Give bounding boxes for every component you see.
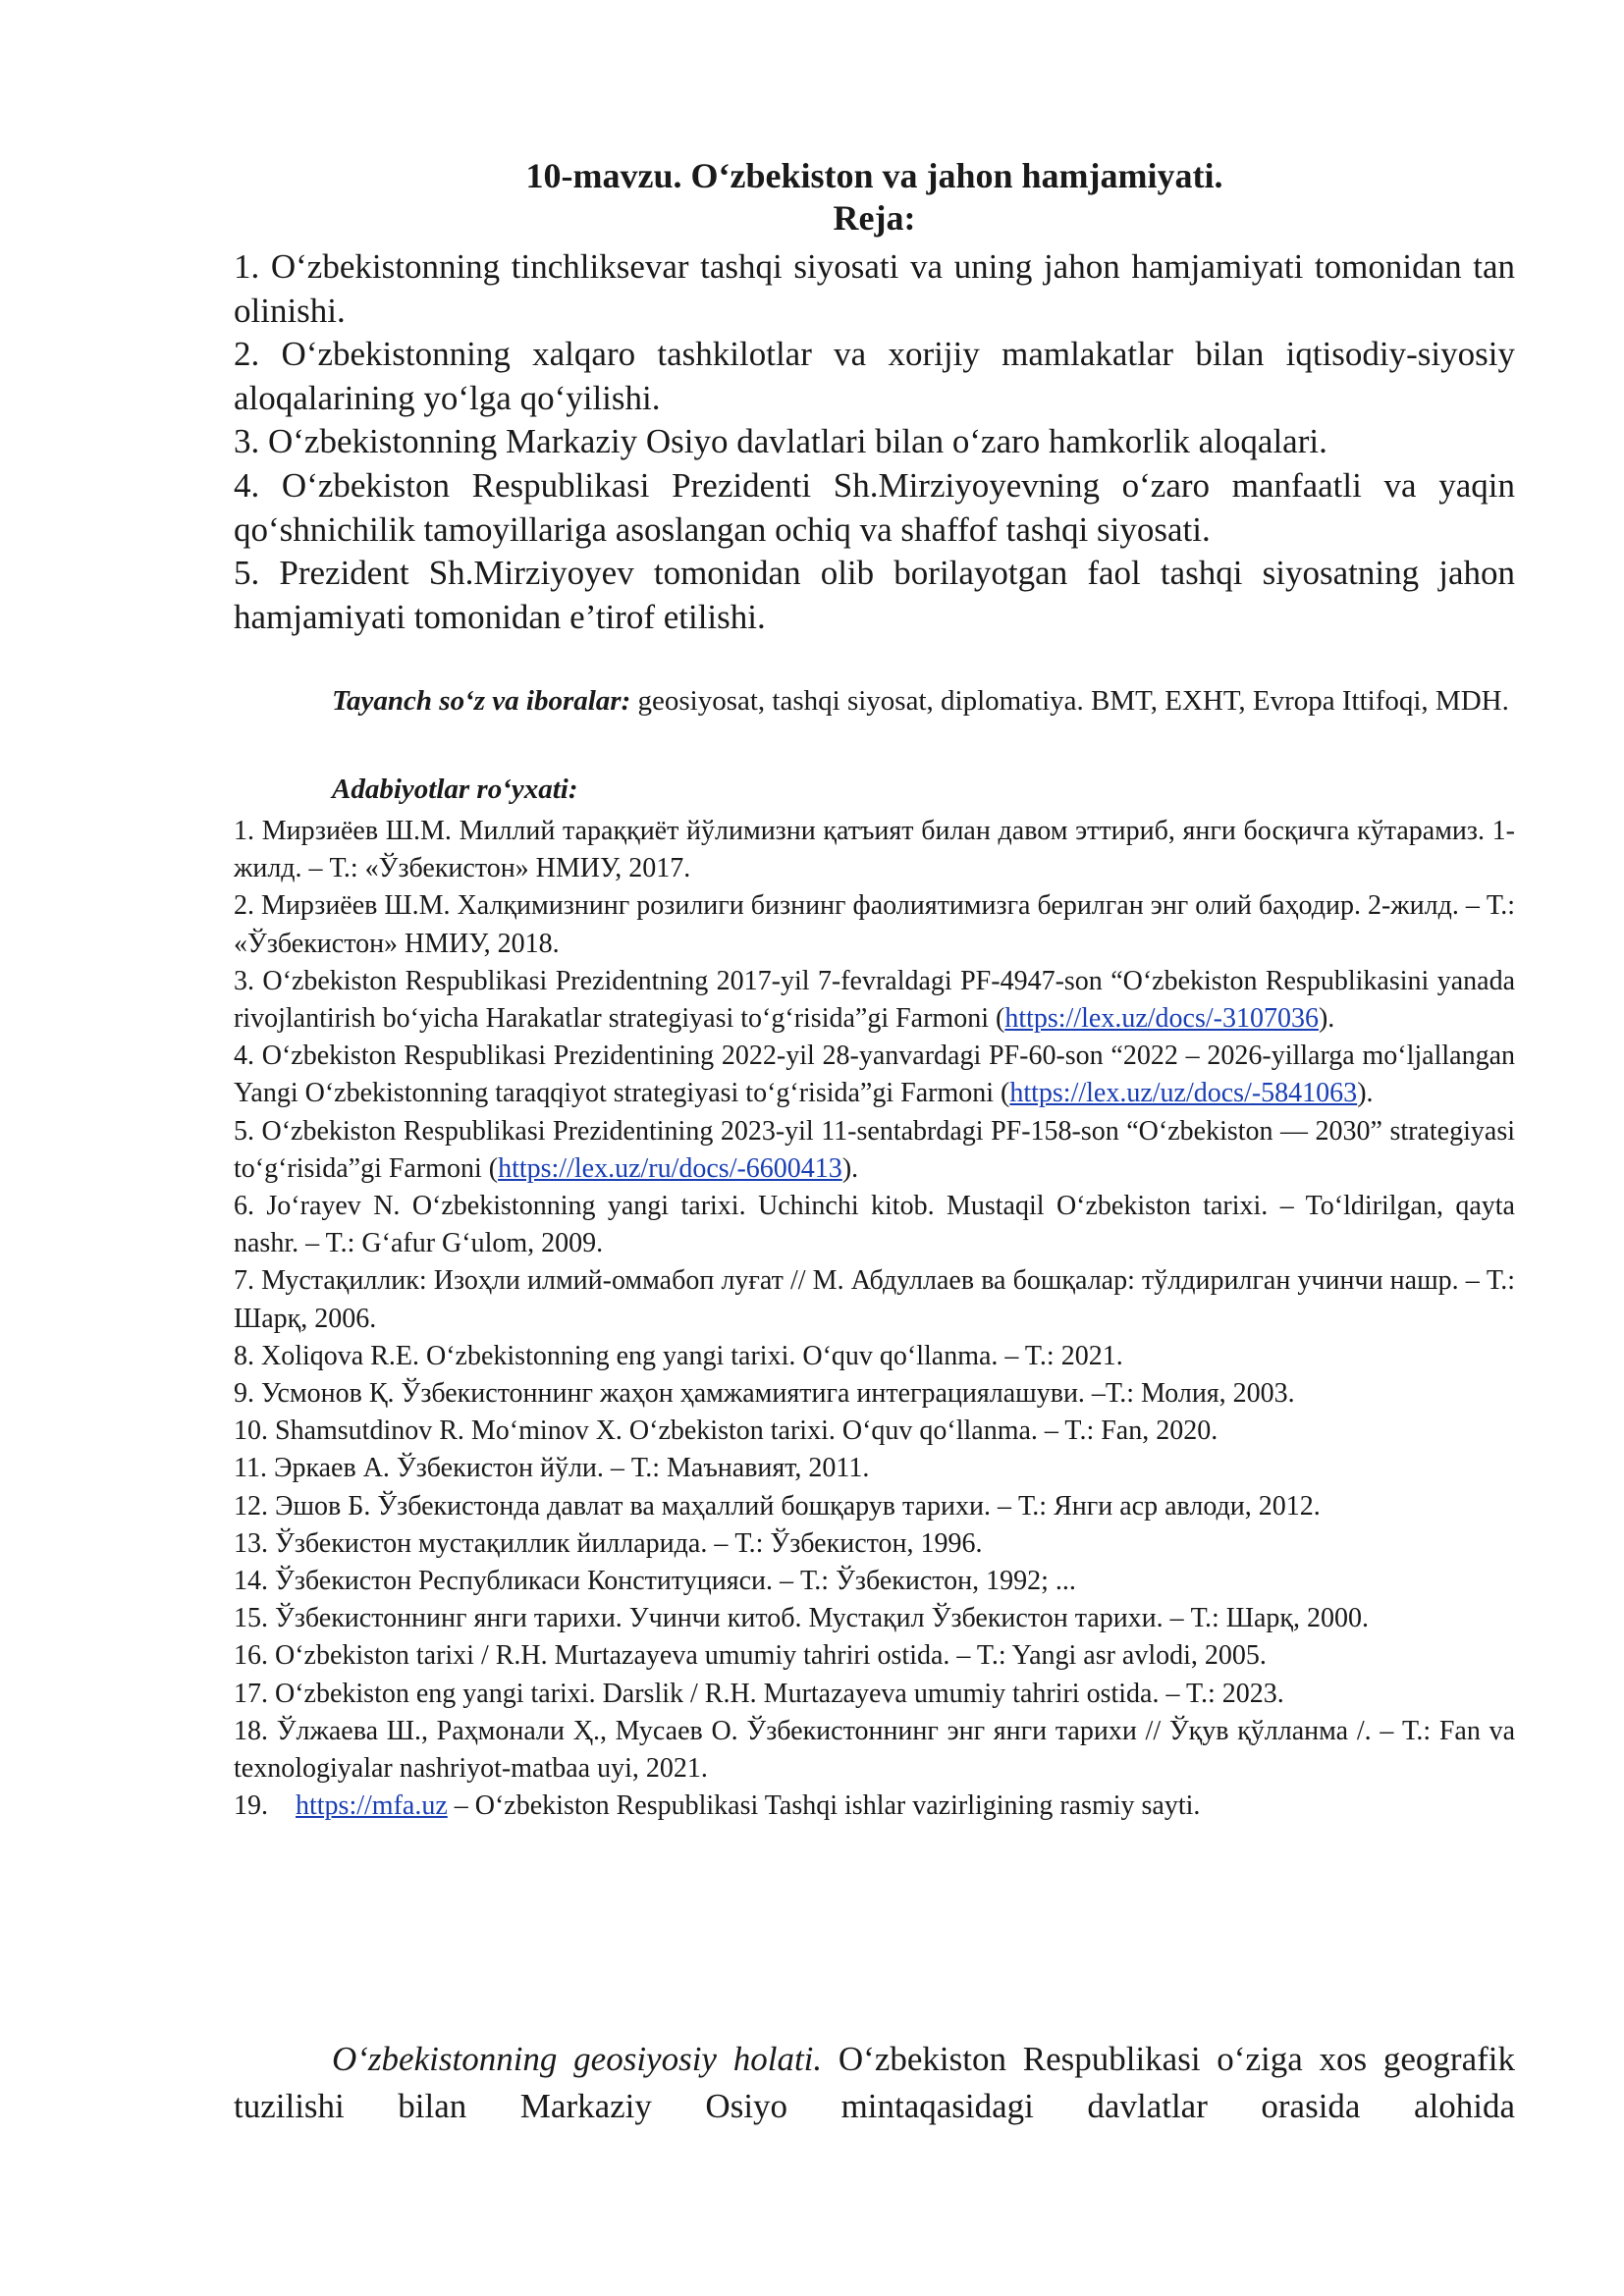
- reference-item: 6. Jo‘rayev N. O‘zbekistonning yangi tarixi. Uchinchi kitob. Mustaqil O‘zbekiston tarixi. – To‘ldirilgan, qayta nashr. – T.: G‘afur G‘ulom, 2009.: [234, 1191, 1515, 1259]
- plan-item-3: 3. O‘zbekistonning Markaziy Osiyo davlatlari bilan o‘zaro hamkorlik aloqalari.: [234, 422, 1327, 461]
- reference-item: 15. Ўзбекистоннинг янги тарихи. Учинчи китоб. Мустақил Ўзбекистон тарихи. – Т.: Шарқ, 2000.: [234, 1603, 1370, 1634]
- page-title: 10-mavzu. O‘zbekiston va jahon hamjamiyati.: [525, 156, 1223, 195]
- keywords-text: geosiyosat, tashqi siyosat, diplomatiya. BMT, EXHT, Evropa Ittifoqi, MDH.: [630, 685, 1509, 717]
- reference-text: 5. O‘zbekiston Respublikasi Prezidentining 2023-yil 11-sentabrdagi PF-158-son “O‘zbekiston — 2030” strategiyasi to‘g‘risida”gi Farmoni (: [234, 1115, 1515, 1184]
- reference-text: – O‘zbekiston Respublikasi Tashqi ishlar vazirligining rasmiy sayti.: [447, 1790, 1201, 1822]
- reference-item: 9. Усмонов Қ. Ўзбекистоннинг жаҳон ҳамжамиятига интеграциялашуви. –Т.: Молия, 2003.: [234, 1378, 1295, 1410]
- reference-item: 17. O‘zbekiston eng yangi tarixi. Darslik / R.H. Murtazayeva umumiy tahriri ostida. – T.: 2023.: [234, 1678, 1284, 1709]
- reference-item: 16. O‘zbekiston tarixi / R.H. Murtazayeva umumiy tahriri ostida. – T.: Yangi asr avlodi, 2005.: [234, 1640, 1267, 1672]
- reference-text: 4. O‘zbekiston Respublikasi Prezidentining 2022-yil 28-yanvardagi PF-60-son “2022 – 2026-yillarga mo‘ljallangan Yangi O‘zbekistonning taraqqiyot strategiyasi to‘g‘risida”gi Farmoni (: [234, 1041, 1515, 1109]
- reference-text: ).: [841, 1152, 859, 1184]
- reference-item: 8. Xoliqova R.E. O‘zbekistonning eng yangi tarixi. O‘quv qo‘llanma. – T.: 2021.: [234, 1340, 1123, 1371]
- reference-text: ).: [1357, 1078, 1374, 1109]
- keywords-block: [234, 680, 1515, 721]
- reference-item: 11. Эркаев А. Ўзбекистон йўли. – Т.: Маънавият, 2011.: [234, 1453, 870, 1484]
- reference-link[interactable]: https://lex.uz/uz/docs/-5841063: [1009, 1078, 1358, 1109]
- plan-item-5: 5. Prezident Sh.Mirziyoyev tomonidan olib borilayotgan faol tashqi siyosatning jahon hamjamiyati tomonidan e’tirof etilishi.: [234, 554, 1515, 636]
- reference-link[interactable]: https://lex.uz/docs/-3107036: [1004, 1003, 1319, 1035]
- plan-item-4: 4. O‘zbekiston Respublikasi Prezidenti Sh.Mirziyoyevning o‘zaro manfaatli va yaqin qo‘shnichilik tamoyillariga asoslangan ochiq va shaffof tashqi siyosati.: [234, 465, 1515, 549]
- body-text: [234, 2036, 1515, 2130]
- reference-text: ).: [1318, 1003, 1335, 1035]
- reference-item: 2. Мирзиёев Ш.М. Халқимизнинг розилиги бизнинг фаолиятимизга берилган энг олий баҳодир. 2-жилд. – Т.: «Ўзбекистон» НМИУ, 2018.: [234, 890, 1515, 959]
- reference-link[interactable]: https://mfa.uz: [296, 1790, 448, 1822]
- plan-item-1: 1. O‘zbekistonning tinchliksevar tashqi siyosati va uning jahon hamjamiyati tomonidan tan olinishi.: [234, 247, 1515, 330]
- keywords-paragraph: [234, 680, 1515, 721]
- plan-heading: Reja:: [833, 198, 916, 238]
- reference-item: [234, 963, 1515, 1038]
- reference-item: 12. Эшов Б. Ўзбекистонда давлат ва маҳаллий бошқарув тарихи. – Т.: Янги аср авлоди, 2012.: [234, 1490, 1321, 1522]
- reference-item: 1. Мирзиёев Ш.М. Миллий тараққиёт йўлимизни қатъият билан давом эттириб, янги босқичга кўтарамиз. 1-жилд. – Т.: «Ўзбекистон» НМИУ, 2017.: [234, 816, 1515, 884]
- body-paragraph: [234, 2036, 1515, 2130]
- reference-item: [234, 1038, 1515, 1112]
- paragraph-text: O‘zbekiston Respublikasi o‘ziga xos geografik tuzilishi bilan Markaziy Osiyo mintaqasidagi davlatlar orasida alohida: [234, 2040, 1515, 2125]
- reference-list: [234, 813, 1515, 1825]
- reference-text: 19.: [234, 1790, 296, 1822]
- paragraph-lead: O‘zbekistonning geosiyosiy holati.: [332, 2040, 823, 2078]
- reference-item: 14. Ўзбекистон Республикаси Конституцияси. – Т.: Ўзбекистон, 1992; ...: [234, 1566, 1076, 1597]
- literature-heading: Adabiyotlar ro‘yxati:: [332, 774, 578, 805]
- reference-item: 10. Shamsutdinov R. Mo‘minov X. O‘zbekiston tarixi. O‘quv qo‘llanma. – T.: Fan, 2020.: [234, 1415, 1218, 1447]
- reference-link[interactable]: https://lex.uz/ru/docs/-6600413: [498, 1152, 842, 1184]
- plan-list: [234, 245, 1515, 639]
- reference-item: 7. Мустақиллик: Изоҳли илмий-оммабоп луғат // М. Абдуллаев ва бошқалар: тўлдирилган учинчи нашр. – Т.: Шарқ, 2006.: [234, 1265, 1515, 1334]
- reference-item: 18. Ўлжаева Ш., Раҳмонали Ҳ., Мусаев О. Ўзбекистоннинг энг янги тарихи // Ўқув қўлланма /. – Т.: Fan va texnologiyalar nashriyot-matbaa uyi, 2021.: [234, 1715, 1515, 1785]
- keywords-label: Tayanch so‘z va iboralar:: [332, 685, 631, 717]
- reference-item: 13. Ўзбекистон мустақиллик йилларида. – Т.: Ўзбекистон, 1996.: [234, 1527, 983, 1559]
- plan-item-2: 2. O‘zbekistonning xalqaro tashkilotlar va xorijiy mamlakatlar bilan iqtisodiy-siyosiy aloqalarining yo‘lga qo‘yilishi.: [234, 335, 1515, 417]
- reference-item: [234, 1788, 1515, 1825]
- reference-text: 3. O‘zbekiston Respublikasi Prezidentning 2017-yil 7-fevraldagi PF-4947-son “O‘zbekiston Respublikasini yanada rivojlantirish bo‘yicha Harakatlar strategiyasi to‘g‘risida”gi Farmoni (: [234, 965, 1515, 1035]
- reference-item: [234, 1113, 1515, 1188]
